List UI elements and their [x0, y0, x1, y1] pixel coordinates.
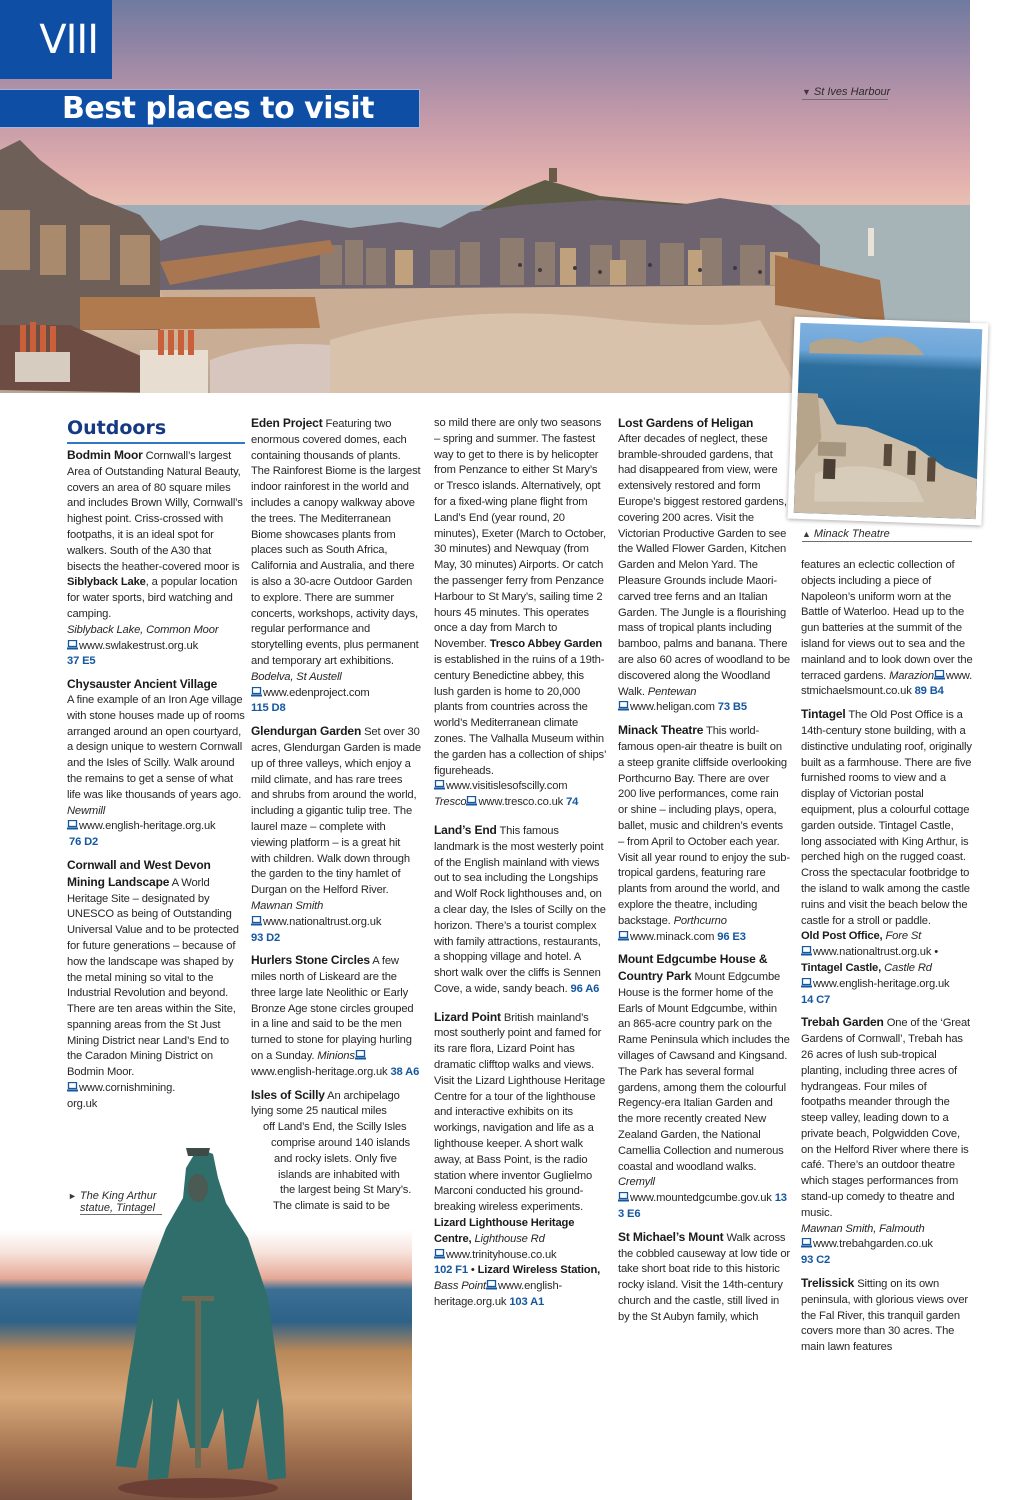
- entry-website-link[interactable]: www.swlakestrust.org.uk: [79, 639, 199, 652]
- entry-text: Mount Edgcumbe House is the former home of the Earls of Mount Edgcumbe, within an 865-acre country park on the Rame Peninsula which includes the villages of Cawsand and Kingsand. The Park has several formal gardens, among them the colourful Regency-era Italian Garden and the more recently created New Zealand Garden, the National Camellia Collection and numerous coastal and woodland walks.: [618, 971, 790, 1173]
- entry-text-cont: is established in the ruins of a 19th-century Benedictine abbey, this lush garden is home to 20,000 plants from countries across the world’s Mediterranean climate zones. The Valhalla Museum within the garden has a collection of ships’ figureheads.: [434, 653, 606, 777]
- column-4: [618, 416, 790, 1333]
- minack-theatre-image: [794, 323, 983, 519]
- entry-lizard-point: Lizard Point British mainland’s most southerly point and famed for its rare flora, Lizard Point has dramatic clifftop walks and views. Visit the Lizard Lighthouse Heritage Centre for a tour of the lighthouse and interactive exhibits on its workings, navigation and life as a lighthouse keeper. A short walk away, at Bass Point, is the radio station where inventor Guglielmo Marconi conducted his ground-breaking wireless experiments. Lizard Lighthouse Heritage Centre, Lighthouse Rd www.trinityhouse.co.uk 102 F1 • Lizard Wireless Station, Bass Point www.english-heritage.org.uk 103 A1: [434, 1009, 606, 1309]
- website-icon: [618, 1192, 629, 1202]
- entry-title: Bodmin Moor: [67, 448, 143, 462]
- entry-isles-of-scilly: [251, 1088, 421, 1215]
- separator-bullet: •: [934, 946, 939, 959]
- entry-website-link[interactable]: www.english-heritage.org.uk: [79, 820, 216, 833]
- entry-website-link[interactable]: www.edenproject.com: [263, 686, 370, 699]
- entry-title: Trelissick: [801, 1276, 855, 1291]
- wet-sand: [330, 313, 800, 393]
- entry-location: Porthcurno: [673, 914, 727, 927]
- lighthouse: [868, 228, 874, 256]
- entry-title: Mount Edgcumbe House & Country Park: [618, 952, 768, 984]
- entry-website-link[interactable]: www.cornishmining.: [79, 1082, 176, 1095]
- entry-text: A fine example of an Iron Age village with stone houses made up of rooms arranged around an open courtyard, a design unique to western Cornwall and the Isles of Scilly. Walk around the remains to get a sense of what life was like thousands of years ago.: [67, 693, 245, 801]
- entry-text: One of the ‘Great Gardens of Cornwall’, Trebah has 26 acres of lush sub-tropical planting, including three acres of hydrangeas. Four miles of footpaths meander through the steep valley, leading down to a private beach, Polgwidden Cove, on the Helford River where there is café. There’s an outdoor theatre which stages performances from stand-up comedy to theatre and music.: [801, 1017, 970, 1219]
- caption-st-ives-harbour: [802, 86, 891, 100]
- entry-st-michaels-mount: [618, 1230, 790, 1326]
- entry-subtitle: Tresco Abbey Garden: [489, 638, 603, 651]
- entry-tintagel: [801, 707, 973, 1008]
- entry-website-link[interactable]: www.heligan.com: [630, 701, 715, 714]
- entry-website-link[interactable]: www.english-heritage.org.uk: [813, 977, 950, 990]
- caption-line-2: statue, Tintagel: [80, 1202, 162, 1215]
- website-icon: [355, 1050, 366, 1060]
- minack-illustration: [794, 323, 983, 519]
- chapel: [549, 168, 557, 182]
- entry-text: Set over 30 acres, Glendurgan Garden is made up of three valleys, which enjoy a mild climate, and has rare trees and shrubs from around the world, including a gigantic tulip tree. The laurel maze – complete with viewing platform – is a great hit with children. Walk down through the garden to the tiny hamlet of Durgan on the Helford River.: [251, 726, 421, 897]
- entry-text-cont: , a popular location for water sports, bird watching and camping.: [67, 576, 238, 620]
- arch-1: [883, 444, 892, 466]
- website-icon: [618, 931, 629, 941]
- entry-title: St Michael’s Mount: [618, 1229, 724, 1244]
- entry-website-link[interactable]: www.minack.com: [630, 930, 715, 943]
- entry-title: Hurlers Stone Circles: [251, 953, 370, 968]
- down-triangle-icon: ▼: [802, 87, 811, 97]
- website-icon: [486, 1280, 497, 1290]
- website-icon: [801, 1238, 812, 1248]
- entry-text: A few miles north of Liskeard are the three large late Neolithic or Early Bronze Age stone circles grouped in a line and said to be the men turned to stone for playing hurling on a Sunday.: [251, 955, 414, 1063]
- entry-website-link[interactable]: www.nationaltrust.org.uk: [813, 946, 932, 959]
- entry-location: Tresco: [434, 796, 467, 809]
- entry-location: Cremyll: [618, 1176, 655, 1189]
- map-reference: 93 C2: [801, 1254, 831, 1267]
- entry-location: Bodelva, St Austell: [251, 670, 342, 683]
- entry-subtitle: Lizard Lighthouse Heritage Centre,: [434, 1217, 575, 1245]
- entry-website-link[interactable]: www.english-heritage.org.uk: [251, 1065, 388, 1078]
- entry-text: This famous landmark is the most westerly point of the English mainland with views out to sea including the Longships and Wolf Rock lighthouses and, on a clear day, the Isles of Scilly on the horizon. There’s a tourist complex with family attractions, restaurants, a shopping village and hotel. A short walk over the cliffs is Sennen Cove, a wide, sandy beach.: [434, 824, 606, 995]
- minack-theatre-photo: [788, 317, 989, 526]
- entry-subtitle: Tintagel Castle,: [801, 961, 882, 974]
- puddle: [118, 1478, 278, 1498]
- entry-location: Castle Rd: [884, 961, 932, 974]
- entry-text-line: and rocky islets. Only five: [274, 1152, 397, 1165]
- statue-crown: [186, 1148, 210, 1156]
- entry-website-link[interactable]: www.tresco.co.uk: [478, 796, 564, 809]
- entry-title: Lost Gardens of Heligan: [618, 416, 754, 430]
- website-icon: [466, 796, 477, 806]
- entry-website-link-cont[interactable]: org.uk: [67, 1097, 98, 1110]
- entry-location: Minions: [317, 1050, 355, 1063]
- map-reference: 89 B4: [914, 685, 944, 698]
- entry-website-link[interactable]: www.english-heritage.org.uk: [434, 1280, 563, 1309]
- map-reference: 14 C7: [801, 993, 831, 1006]
- entry-text: British mainland’s most southerly point and famed for its rare flora, Lizard Point has dramatic clifftop walks and views. Visit the Lizard Lighthouse Heritage Centre for a tour of the lighthouse and interactive exhibits on its workings, navigation and life as a lighthouse keeper. A short walk away, at Bass Point, is the radio station where inventor Guglielmo Marconi conducted his ground-breaking wireless experiments.: [434, 1011, 606, 1214]
- caption-text: Minack Theatre: [813, 528, 890, 540]
- map-reference: 102 F1: [434, 1264, 468, 1277]
- entry-text: Walk across the cobbled causeway at low tide or take short boat ride to this historic rocky island. Visit the 14th-century church and the castle, still lived in by the St Aubyn family, which: [618, 1231, 790, 1323]
- entry-title: Land’s End: [434, 822, 497, 837]
- column-1: [67, 416, 245, 1120]
- website-icon: [434, 780, 445, 790]
- entry-text: features an eclectic collection of objects including a piece of Napoleon’s uniform worn at the Battle of Waterloo. Head up to the gun batteries at the summit of the island for views out to sea and the mainland and to look down over the terraced gardens.: [801, 559, 973, 682]
- entry-title: Eden Project: [251, 416, 323, 430]
- entry-website-link[interactable]: www.nationaltrust.org.uk: [263, 915, 382, 928]
- sword-hilt: [182, 1296, 214, 1301]
- entry-trelissick: [801, 1276, 973, 1356]
- entry-location: Mawnan Smith, Falmouth: [801, 1222, 925, 1235]
- entry-title: Isles of Scilly: [251, 1087, 325, 1102]
- map-reference: 96 E3: [717, 930, 746, 943]
- entry-subtitle: Lizard Wireless Station,: [477, 1264, 601, 1277]
- entry-trebah-garden: [801, 1015, 973, 1269]
- entry-subtitle: Old Post Office,: [801, 930, 883, 943]
- column-5: [801, 558, 973, 1363]
- map-reference: 93 D2: [251, 931, 281, 944]
- entry-text: A World Heritage Site – designated by UNESCO as being of Outstanding Universal Value and to be protected for future generations – because of how the landscape was shaped by the metal mining so vital to the Industrial Revolution and beyond. There are ten areas within the Site, spanning areas from the St Just Mining District near Land’s End to the Caradon Mining District on Bodmin Moor.: [67, 876, 239, 1079]
- entry-title: Tintagel: [801, 707, 846, 722]
- entry-website-link[interactable]: www.visitislesofscilly.com: [446, 780, 568, 793]
- entry-text: This world-famous open-air theatre is built on a steep granite cliffside overlooking Porthcurno Bay. There are over 200 live performances, come rain or shine – including plays, opera, ballet, music and children’s events – from April to October each year. Visit all year round to enjoy the sub-tropical gardens, featuring rare plants from around the world, and explore the theatre, including backstage.: [618, 725, 790, 927]
- entry-subtitle: Siblyback Lake: [67, 576, 146, 589]
- arch-3: [927, 457, 936, 481]
- up-triangle-icon: ▲: [802, 529, 811, 539]
- entry-text-line: off Land’s End, the Scilly Isles: [263, 1121, 407, 1134]
- website-icon: [67, 1082, 78, 1092]
- statue-face: [188, 1174, 208, 1202]
- arch-2: [907, 451, 916, 475]
- entry-text: After decades of neglect, these bramble-shrouded gardens, that had disappeared from view, were extensively restored and form Europe’s biggest restored gardens, covering 200 acres. Visit the Victorian Productive Garden to see the Walled Flower Garden, Kitchen Garden and Melon Yard. The Pleasure Grounds include Maori-carved tree ferns and an Italian Garden. The Jungle is a flourishing mass of tropical plants including bamboo, palms and banana. There are also 60 acres of woodland to be discovered along the Woodland Walk.: [618, 432, 791, 698]
- entry-location: Mawnan Smith: [251, 899, 324, 912]
- statue-sword: [195, 1298, 201, 1468]
- map-reference: 74: [566, 796, 579, 809]
- entry-text: Featuring two enormous covered domes, each containing thousands of plants. The Rainforest Biome is the largest indoor rainforest in the world and includes a canopy walkway above the trees. The Mediterranean Biome showcases plants from places such as South Africa, California and Australia, and there is also a 30-acre Outdoor Garden to explore. There are summer concerts, workshops, activity days, regular performance and storytelling events, plus permanent and temporary art exhibitions.: [251, 418, 421, 667]
- entry-st-michaels-mount-cont: [801, 558, 973, 700]
- entry-mount-edgcumbe: [618, 952, 790, 1223]
- entry-title: Glendurgan Garden: [251, 724, 362, 739]
- entry-title: Chysauster Ancient Village: [67, 677, 218, 692]
- entry-text-line: islands are inhabited with: [278, 1168, 400, 1181]
- doorway: [823, 459, 836, 479]
- entry-text: Cornwall’s largest Area of Outstanding Natural Beauty, covers an area of 80 square miles and includes Brown Willy, Cornwall’s highest point. Criss-crossed with footpaths, it is an ideal spot for walkers. South of the A30 that bisects the heather-covered moor is: [67, 450, 243, 573]
- entry-location: Pentewan: [647, 685, 697, 698]
- website-icon: [934, 670, 945, 680]
- map-reference: 115 D8: [251, 702, 286, 715]
- entry-website-link[interactable]: www.trinityhouse.co.uk: [446, 1248, 557, 1261]
- website-icon: [801, 946, 812, 956]
- entry-location: Siblyback Lake, Common Moor: [67, 623, 219, 636]
- map-reference: 73 B5: [717, 701, 747, 714]
- map-reference: 133 E6: [618, 1192, 787, 1221]
- map-reference: 37 E5: [67, 655, 96, 668]
- entry-text-line: The climate is said to be: [273, 1200, 390, 1213]
- map-reference: 76 D2: [69, 836, 99, 849]
- column-3: [434, 416, 606, 1318]
- entry-text-line: An archipelago: [327, 1089, 400, 1102]
- entry-lost-gardens-of-heligan: [618, 416, 790, 716]
- caption-line-1: The King Arthur: [79, 1190, 157, 1202]
- chimney-stack: [15, 352, 70, 382]
- map-reference: 103 A1: [509, 1296, 545, 1309]
- foreground-house: [140, 350, 208, 393]
- balcony: [818, 442, 846, 457]
- caption-minack-theatre: [802, 528, 972, 542]
- entry-lands-end: [434, 823, 606, 998]
- entry-title: Lizard Point: [434, 1009, 501, 1024]
- entry-text: Sitting on its own peninsula, with glorious views over the Fal River, this tranquil garden covers more than 30 acres. The main lawn features: [801, 1278, 968, 1354]
- page-title: Best places to visit: [0, 89, 420, 128]
- website-icon: [67, 820, 78, 830]
- section-heading-outdoors: Outdoors: [67, 416, 245, 444]
- entry-mining-landscape: [67, 858, 245, 1113]
- entry-text-line: comprise around 140 islands: [271, 1137, 410, 1150]
- website-icon: [67, 640, 78, 650]
- map-reference: 38 A6: [390, 1065, 420, 1078]
- entry-title: Minack Theatre: [618, 723, 704, 738]
- entry-minack-theatre: [618, 723, 790, 945]
- entry-location: Fore St: [885, 930, 922, 943]
- entry-website-link[interactable]: www.mountedgcumbe.gov.uk: [630, 1192, 772, 1205]
- entry-eden-project: [251, 416, 421, 717]
- caption-text: St Ives Harbour: [813, 86, 891, 98]
- website-icon: [251, 916, 262, 926]
- website-icon: [251, 687, 262, 697]
- harbour-wall-left: [80, 297, 320, 330]
- entry-title: Cornwall and West Devon Mining Landscape: [67, 857, 211, 889]
- entry-text: so mild there are only two seasons – spring and summer. The fastest way to get to there is by helicopter from Penzance to either St Mary’s or Tresco islands. Alternatively, opt for a fixed-wing plane flight from Land’s End (year round, 20 minutes), Exeter (March to October, 30 minutes) and Newquay (from May, 30 minutes) Airports. Or catch the passenger ferry from Penzance Harbour to St Mary’s, sailing time 2 hours 45 minutes. This operates once a day from March to November.: [434, 417, 606, 651]
- entry-text-line: lying some 25 nautical miles: [251, 1105, 387, 1118]
- entry-chysauster: [67, 677, 245, 851]
- cliff-headland: [809, 334, 925, 357]
- entry-bodmin-moor: [67, 448, 245, 670]
- right-triangle-icon: ►: [68, 1191, 77, 1201]
- entry-location: Lighthouse Rd: [474, 1232, 545, 1245]
- entry-location: Newmill: [67, 804, 106, 817]
- website-icon: [801, 978, 812, 988]
- entry-text: The Old Post Office is a 14th-century stone building, with a distinctive undulating roof, originally built as a farmhouse. There are five furnished rooms to view and a display of Victorian postal equipment, plus a colourful cottage garden outside. Tintagel Castle, long associated with King Arthur, is perched high on the rugged coast. Cross the spectacular footbridge to the island to walk among the castle ruins and visit the beach below the castle for a stroll or paddle.: [801, 709, 972, 927]
- website-icon: [618, 701, 629, 711]
- entry-isles-of-scilly-cont: [434, 416, 606, 811]
- entry-location: Marazion: [889, 669, 934, 682]
- entry-website-link[interactable]: www.stmichaelsmount.co.uk: [801, 669, 973, 698]
- website-icon: [434, 1249, 445, 1259]
- page-number: VIII: [0, 0, 112, 79]
- map-reference: 96 A6: [570, 982, 600, 995]
- entry-glendurgan-garden: [251, 724, 421, 946]
- entry-location: Bass Point: [434, 1280, 486, 1293]
- column-2: [251, 416, 421, 1222]
- entry-text-line: the largest being St Mary’s.: [280, 1184, 412, 1197]
- caption-king-arthur: [68, 1190, 162, 1216]
- entry-website-link[interactable]: www.trebahgarden.co.uk: [813, 1238, 933, 1251]
- entry-hurlers-stone-circles: [251, 953, 421, 1080]
- entry-title: Trebah Garden: [801, 1015, 884, 1030]
